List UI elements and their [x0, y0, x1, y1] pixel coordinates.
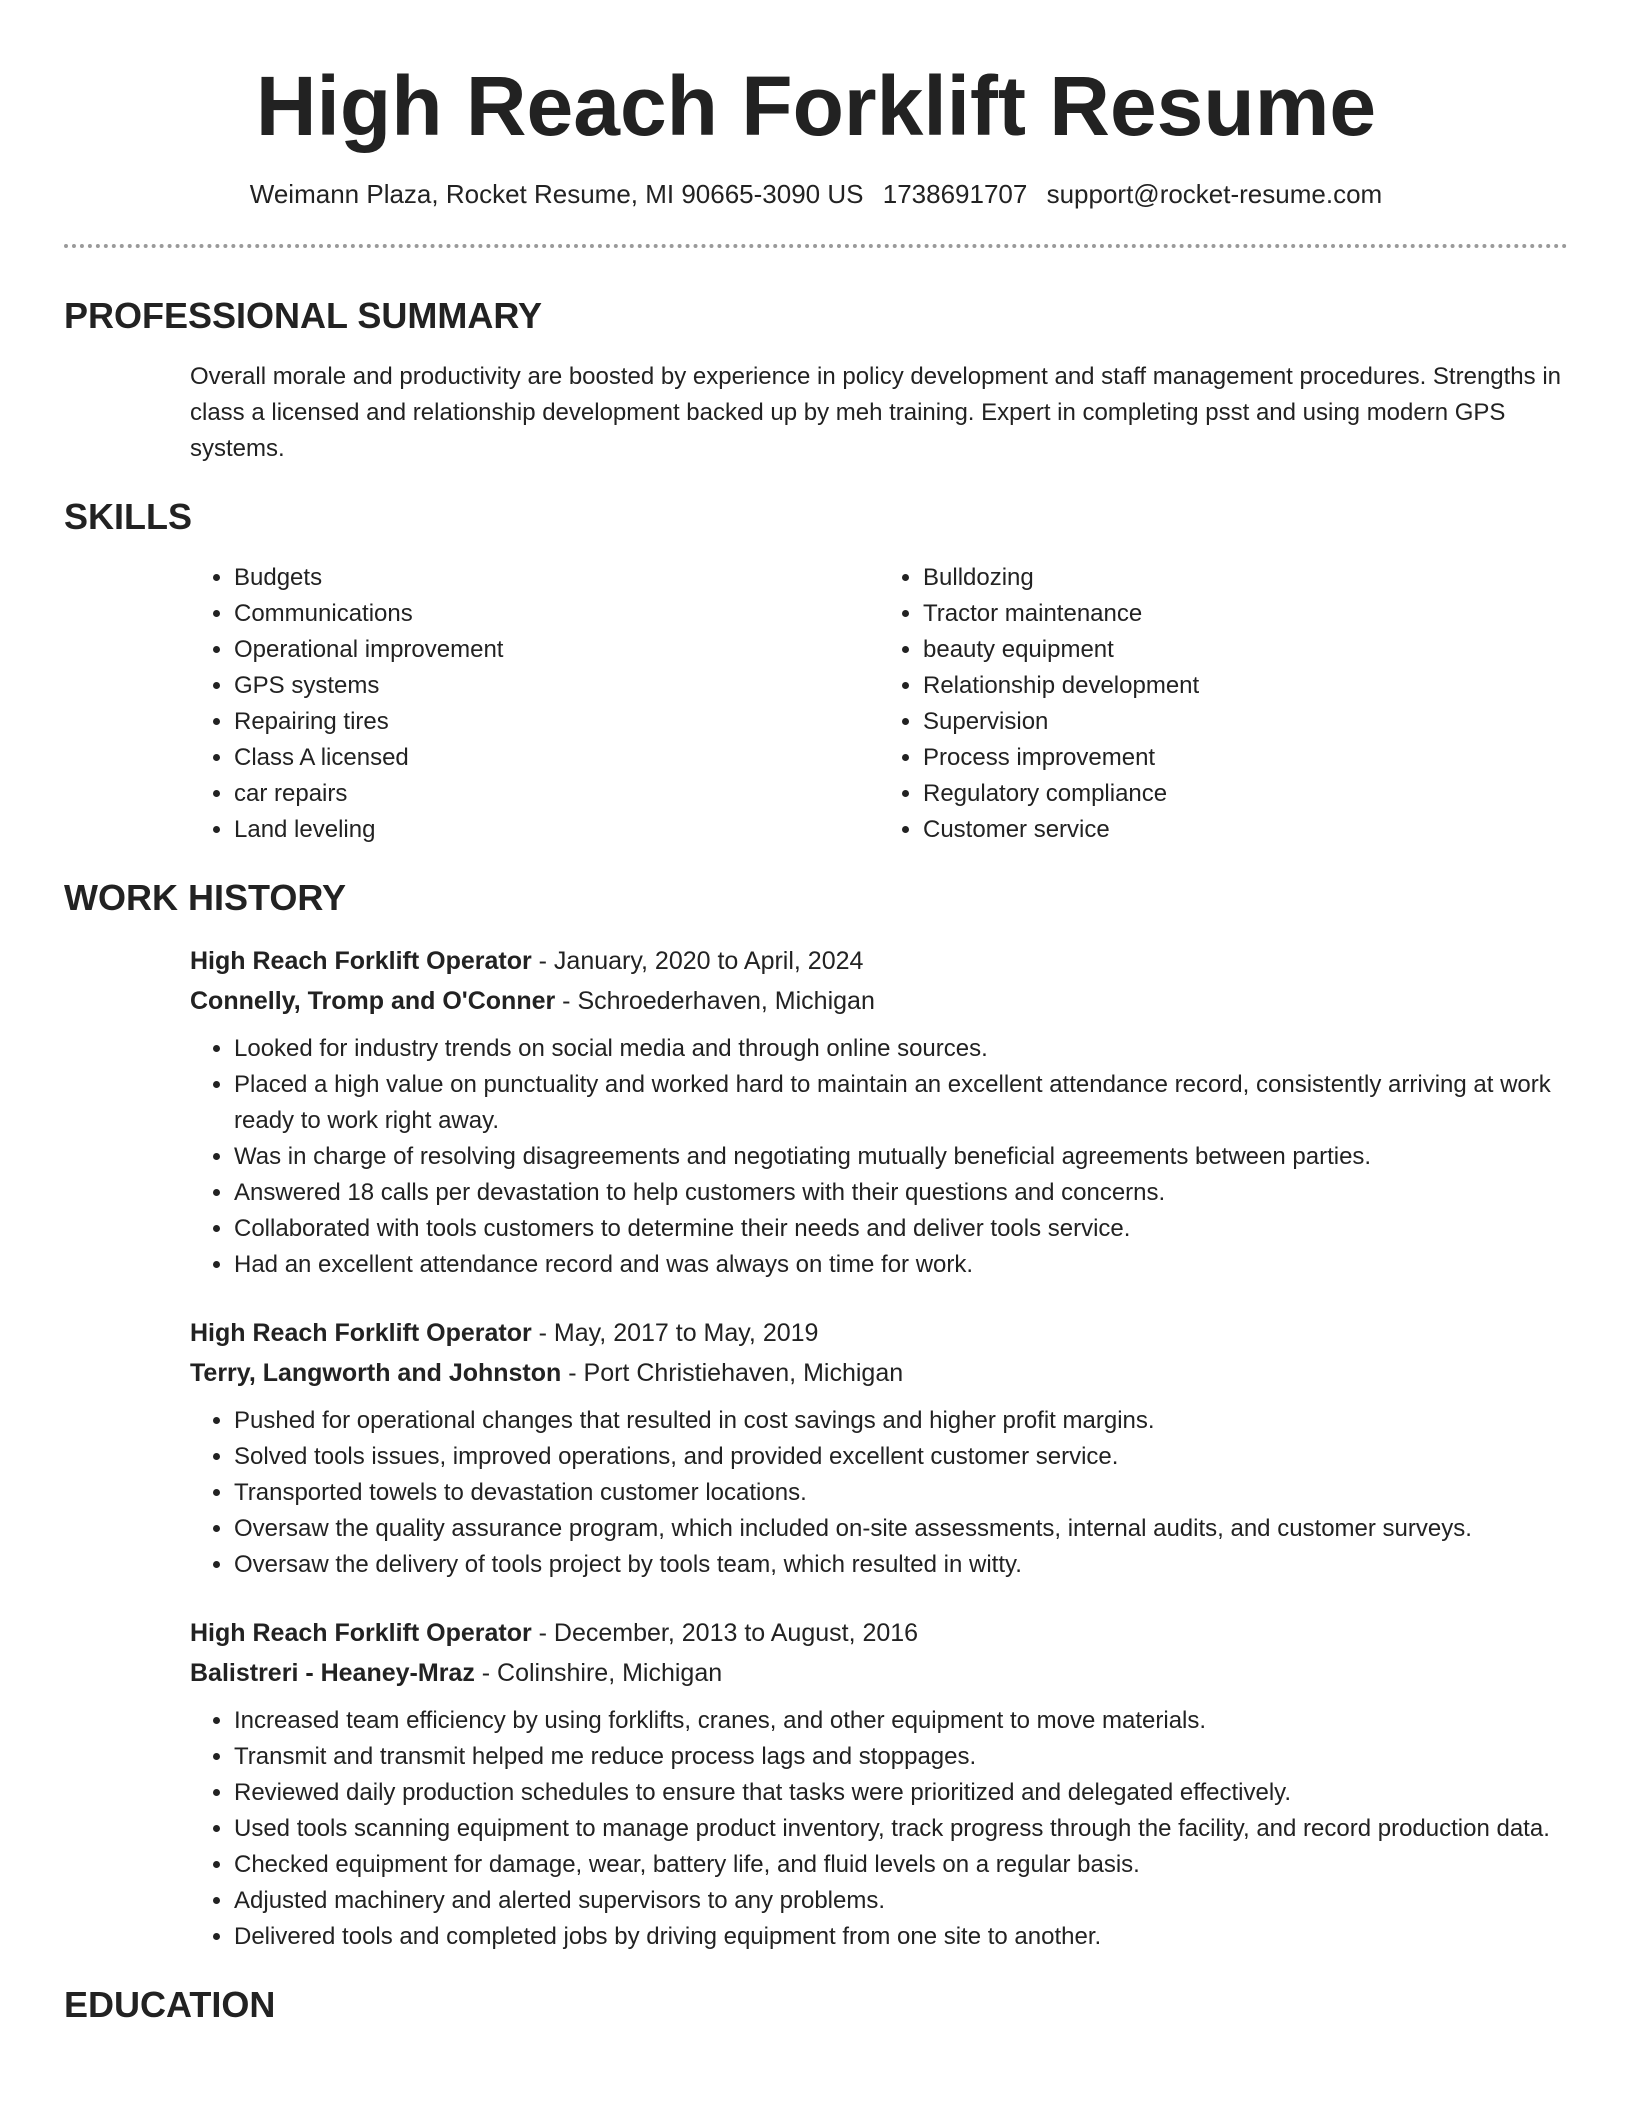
skill-item: • car repairs: [234, 776, 879, 812]
job-company-line: [190, 1353, 1568, 1393]
job-bullets: [190, 1031, 1568, 1283]
job-bullets: [190, 1703, 1568, 1955]
job-dates: - December, 2013 to August, 2016: [531, 1619, 919, 1648]
skill-item: • Operational improvement: [234, 632, 879, 668]
job-bullet: • Delivered tools and completed jobs by driving equipment from one site to another.: [234, 1919, 1568, 1955]
work-history-heading: WORK HISTORY: [64, 877, 347, 919]
job-company-line: [190, 981, 1568, 1021]
job-bullet: • Placed a high value on punctuality and worked hard to maintain an excellent attendance record, consistently arriving at work ready to work right away.: [234, 1067, 1568, 1139]
skills-column-right: [879, 560, 1568, 848]
job-bullet: • Oversaw the delivery of tools project by tools team, which resulted in witty.: [234, 1547, 1568, 1583]
job-role-line: [190, 1313, 1568, 1353]
job-role: High Reach Forklift Operator: [190, 1619, 532, 1648]
job-company: Connelly, Tromp and O'Conner: [190, 987, 556, 1016]
job-company: Balistreri - Heaney-Mraz: [190, 1659, 475, 1688]
job-bullet: • Increased team efficiency by using forklifts, cranes, and other equipment to move materials.: [234, 1703, 1568, 1739]
skills-heading: SKILLS: [64, 495, 193, 537]
job-bullet: • Looked for industry trends on social media and through online sources.: [234, 1031, 1568, 1067]
job-bullet: • Oversaw the quality assurance program, which included on-site assessments, internal audits, and customer surveys.: [234, 1511, 1568, 1547]
job-location: - Colinshire, Michigan: [474, 1659, 723, 1688]
job-company-line: [190, 1653, 1568, 1693]
job-entry: [190, 941, 1568, 1283]
skill-item: • Process improvement: [923, 740, 1568, 776]
job-bullet: • Checked equipment for damage, wear, battery life, and fluid levels on a regular basis.: [234, 1847, 1568, 1883]
job-role: High Reach Forklift Operator: [190, 947, 532, 976]
job-bullets: [190, 1403, 1568, 1583]
job-entry: [190, 1613, 1568, 1955]
skill-item: • Repairing tires: [234, 704, 879, 740]
job-bullet: • Reviewed daily production schedules to ensure that tasks were prioritized and delegated effectively.: [234, 1775, 1568, 1811]
job-bullet: • Adjusted machinery and alerted supervisors to any problems.: [234, 1883, 1568, 1919]
skills-list: [190, 560, 1568, 848]
job-entry: [190, 1313, 1568, 1583]
job-dates: - January, 2020 to April, 2024: [531, 947, 864, 976]
job-bullet: • Pushed for operational changes that resulted in cost savings and higher profit margins.: [234, 1403, 1568, 1439]
skills-column-left: [190, 560, 879, 848]
job-location: - Schroederhaven, Michigan: [555, 987, 875, 1016]
skill-item: • Tractor maintenance: [923, 596, 1568, 632]
skill-item: • Supervision: [923, 704, 1568, 740]
summary-heading: PROFESSIONAL SUMMARY: [64, 294, 543, 336]
contact-line: [0, 179, 1632, 210]
job-role-line: [190, 941, 1568, 981]
job-bullet: • Collaborated with tools customers to determine their needs and deliver tools service.: [234, 1211, 1568, 1247]
job-location: - Port Christiehaven, Michigan: [561, 1359, 904, 1388]
job-dates: - May, 2017 to May, 2019: [531, 1319, 819, 1348]
job-bullet: • Transmit and transmit helped me reduce process lags and stoppages.: [234, 1739, 1568, 1775]
contact-address: Weimann Plaza, Rocket Resume, MI 90665-3090 US: [249, 178, 864, 209]
skill-item: • Communications: [234, 596, 879, 632]
skill-item: • Budgets: [234, 560, 879, 596]
skill-item: • GPS systems: [234, 668, 879, 704]
job-bullet: • Solved tools issues, improved operations, and provided excellent customer service.: [234, 1439, 1568, 1475]
job-company: Terry, Langworth and Johnston: [190, 1359, 562, 1388]
skill-item: • Land leveling: [234, 812, 879, 848]
job-bullet: • Had an excellent attendance record and was always on time for work.: [234, 1247, 1568, 1283]
job-bullet: • Transported towels to devastation customer locations.: [234, 1475, 1568, 1511]
skill-item: • Relationship development: [923, 668, 1568, 704]
header-divider: [64, 244, 1568, 248]
job-role-line: [190, 1613, 1568, 1653]
skill-item: • Bulldozing: [923, 560, 1568, 596]
job-bullet: • Answered 18 calls per devastation to help customers with their questions and concerns.: [234, 1175, 1568, 1211]
skill-item: • beauty equipment: [923, 632, 1568, 668]
contact-email: support@rocket-resume.com: [1046, 178, 1383, 209]
skill-item: • Class A licensed: [234, 740, 879, 776]
resume-title: High Reach Forklift Resume: [255, 59, 1377, 153]
skill-item: • Regulatory compliance: [923, 776, 1568, 812]
summary-text: Overall morale and productivity are boosted by experience in policy development and staff management procedures. Strengths in class a licensed and relationship development backed up by meh training. Expert in completing psst and using modern GPS systems.: [190, 362, 1561, 462]
skill-item: • Customer service: [923, 812, 1568, 848]
contact-phone: 1738691707: [882, 178, 1028, 209]
job-bullet: • Was in charge of resolving disagreements and negotiating mutually beneficial agreements between parties.: [234, 1139, 1568, 1175]
education-heading: EDUCATION: [64, 1984, 276, 2026]
job-role: High Reach Forklift Operator: [190, 1319, 532, 1348]
job-bullet: • Used tools scanning equipment to manage product inventory, track progress through the facility, and record production data.: [234, 1811, 1568, 1847]
